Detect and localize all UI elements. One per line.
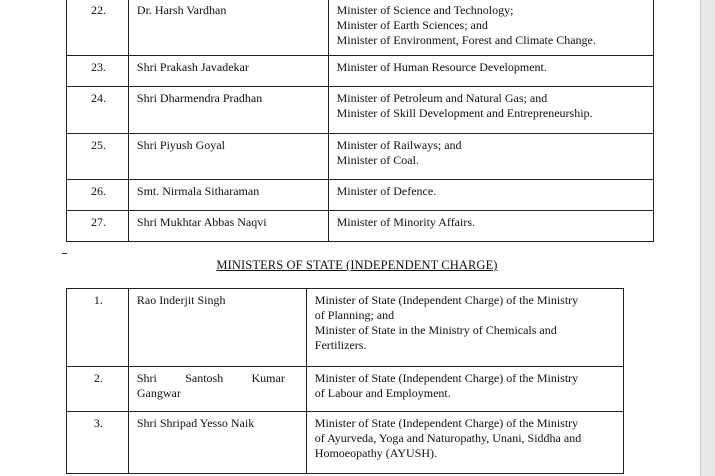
- minister-name: Smt. Nirmala Sitharaman: [128, 180, 328, 211]
- serial-number: 27.: [67, 211, 129, 242]
- minister-name: Rao Inderjit Singh: [128, 289, 306, 367]
- scrollbar-track[interactable]: [700, 0, 715, 476]
- table-row: [67, 87, 654, 134]
- portfolio: [328, 211, 653, 242]
- portfolio: [306, 289, 623, 367]
- portfolio-line: of Planning; and: [314, 308, 395, 322]
- portfolio: [306, 367, 623, 412]
- table-row: [67, 56, 654, 87]
- serial-number: 26.: [67, 180, 129, 211]
- portfolio: [328, 180, 653, 211]
- portfolio-line: Minister of Coal.: [336, 153, 419, 167]
- serial-number: 25.: [67, 134, 129, 180]
- table-row: [67, 211, 654, 242]
- portfolio-line: Minister of Human Resource Development.: [336, 60, 547, 74]
- portfolio-line: Minister of State in the Ministry of Chemicals and: [314, 323, 557, 337]
- portfolio-line: Fertilizers.: [314, 338, 367, 352]
- name-line-1: [137, 371, 285, 386]
- table-row: [67, 180, 654, 211]
- minister-name: Shri Shripad Yesso Naik: [128, 412, 306, 474]
- name-part: Shri: [136, 371, 157, 385]
- table-row: [67, 134, 654, 180]
- cabinet-ministers-table: [66, 0, 654, 242]
- minister-name: Shri Prakash Javadekar: [128, 56, 328, 87]
- table-row: [67, 289, 624, 367]
- table-row: [67, 0, 654, 56]
- minister-name: [128, 367, 306, 412]
- portfolio-line: of Ayurveda, Yoga and Naturopathy, Unani, Siddha and: [314, 431, 582, 445]
- minister-name: Dr. Harsh Vardhan: [128, 0, 328, 56]
- portfolio: [328, 56, 653, 87]
- portfolio-line: Minister of State (Independent Charge) of the Ministry: [314, 416, 579, 430]
- serial-number: 2.: [67, 367, 129, 412]
- portfolio-line: Minister of Environment, Forest and Climate Change.: [336, 33, 596, 47]
- portfolio-line: Minister of State (Independent Charge) of the Ministry: [314, 371, 579, 385]
- serial-number: 22.: [67, 0, 129, 56]
- dash-mark: [62, 253, 67, 254]
- portfolio-line: Minister of Railways; and: [336, 138, 462, 152]
- portfolio-line: Homoeopathy (AYUSH).: [314, 446, 438, 460]
- section-heading: MINISTERS OF STATE (INDEPENDENT CHARGE): [216, 258, 498, 272]
- portfolio: [306, 412, 623, 474]
- name-part: Santosh: [185, 371, 224, 385]
- portfolio-line: Minister of Earth Sciences; and: [336, 18, 488, 32]
- ministers-of-state-table: [66, 288, 624, 474]
- portfolio-line: Minister of Skill Development and Entrepreneurship.: [336, 106, 593, 120]
- name-part: Kumar: [251, 371, 285, 385]
- portfolio-line: Minister of Minority Affairs.: [336, 215, 476, 229]
- minister-name: Shri Mukhtar Abbas Naqvi: [128, 211, 328, 242]
- portfolio: [328, 0, 653, 56]
- table-row: [67, 367, 624, 412]
- portfolio-line: Minister of Science and Technology;: [336, 3, 514, 17]
- portfolio-line: of Labour and Employment.: [314, 386, 451, 400]
- serial-number: 24.: [67, 87, 129, 134]
- minister-name: Shri Dharmendra Pradhan: [128, 87, 328, 134]
- portfolio: [328, 134, 653, 180]
- serial-number: 3.: [67, 412, 129, 474]
- portfolio-line: Minister of Defence.: [336, 184, 437, 198]
- serial-number: 1.: [67, 289, 129, 367]
- portfolio-line: Minister of State (Independent Charge) of the Ministry: [314, 293, 579, 307]
- portfolio-line: Minister of Petroleum and Natural Gas; and: [336, 91, 548, 105]
- table-row: [67, 412, 624, 474]
- name-line-2: Gangwar: [136, 386, 181, 400]
- serial-number: 23.: [67, 56, 129, 87]
- minister-name: Shri Piyush Goyal: [128, 134, 328, 180]
- portfolio: [328, 87, 653, 134]
